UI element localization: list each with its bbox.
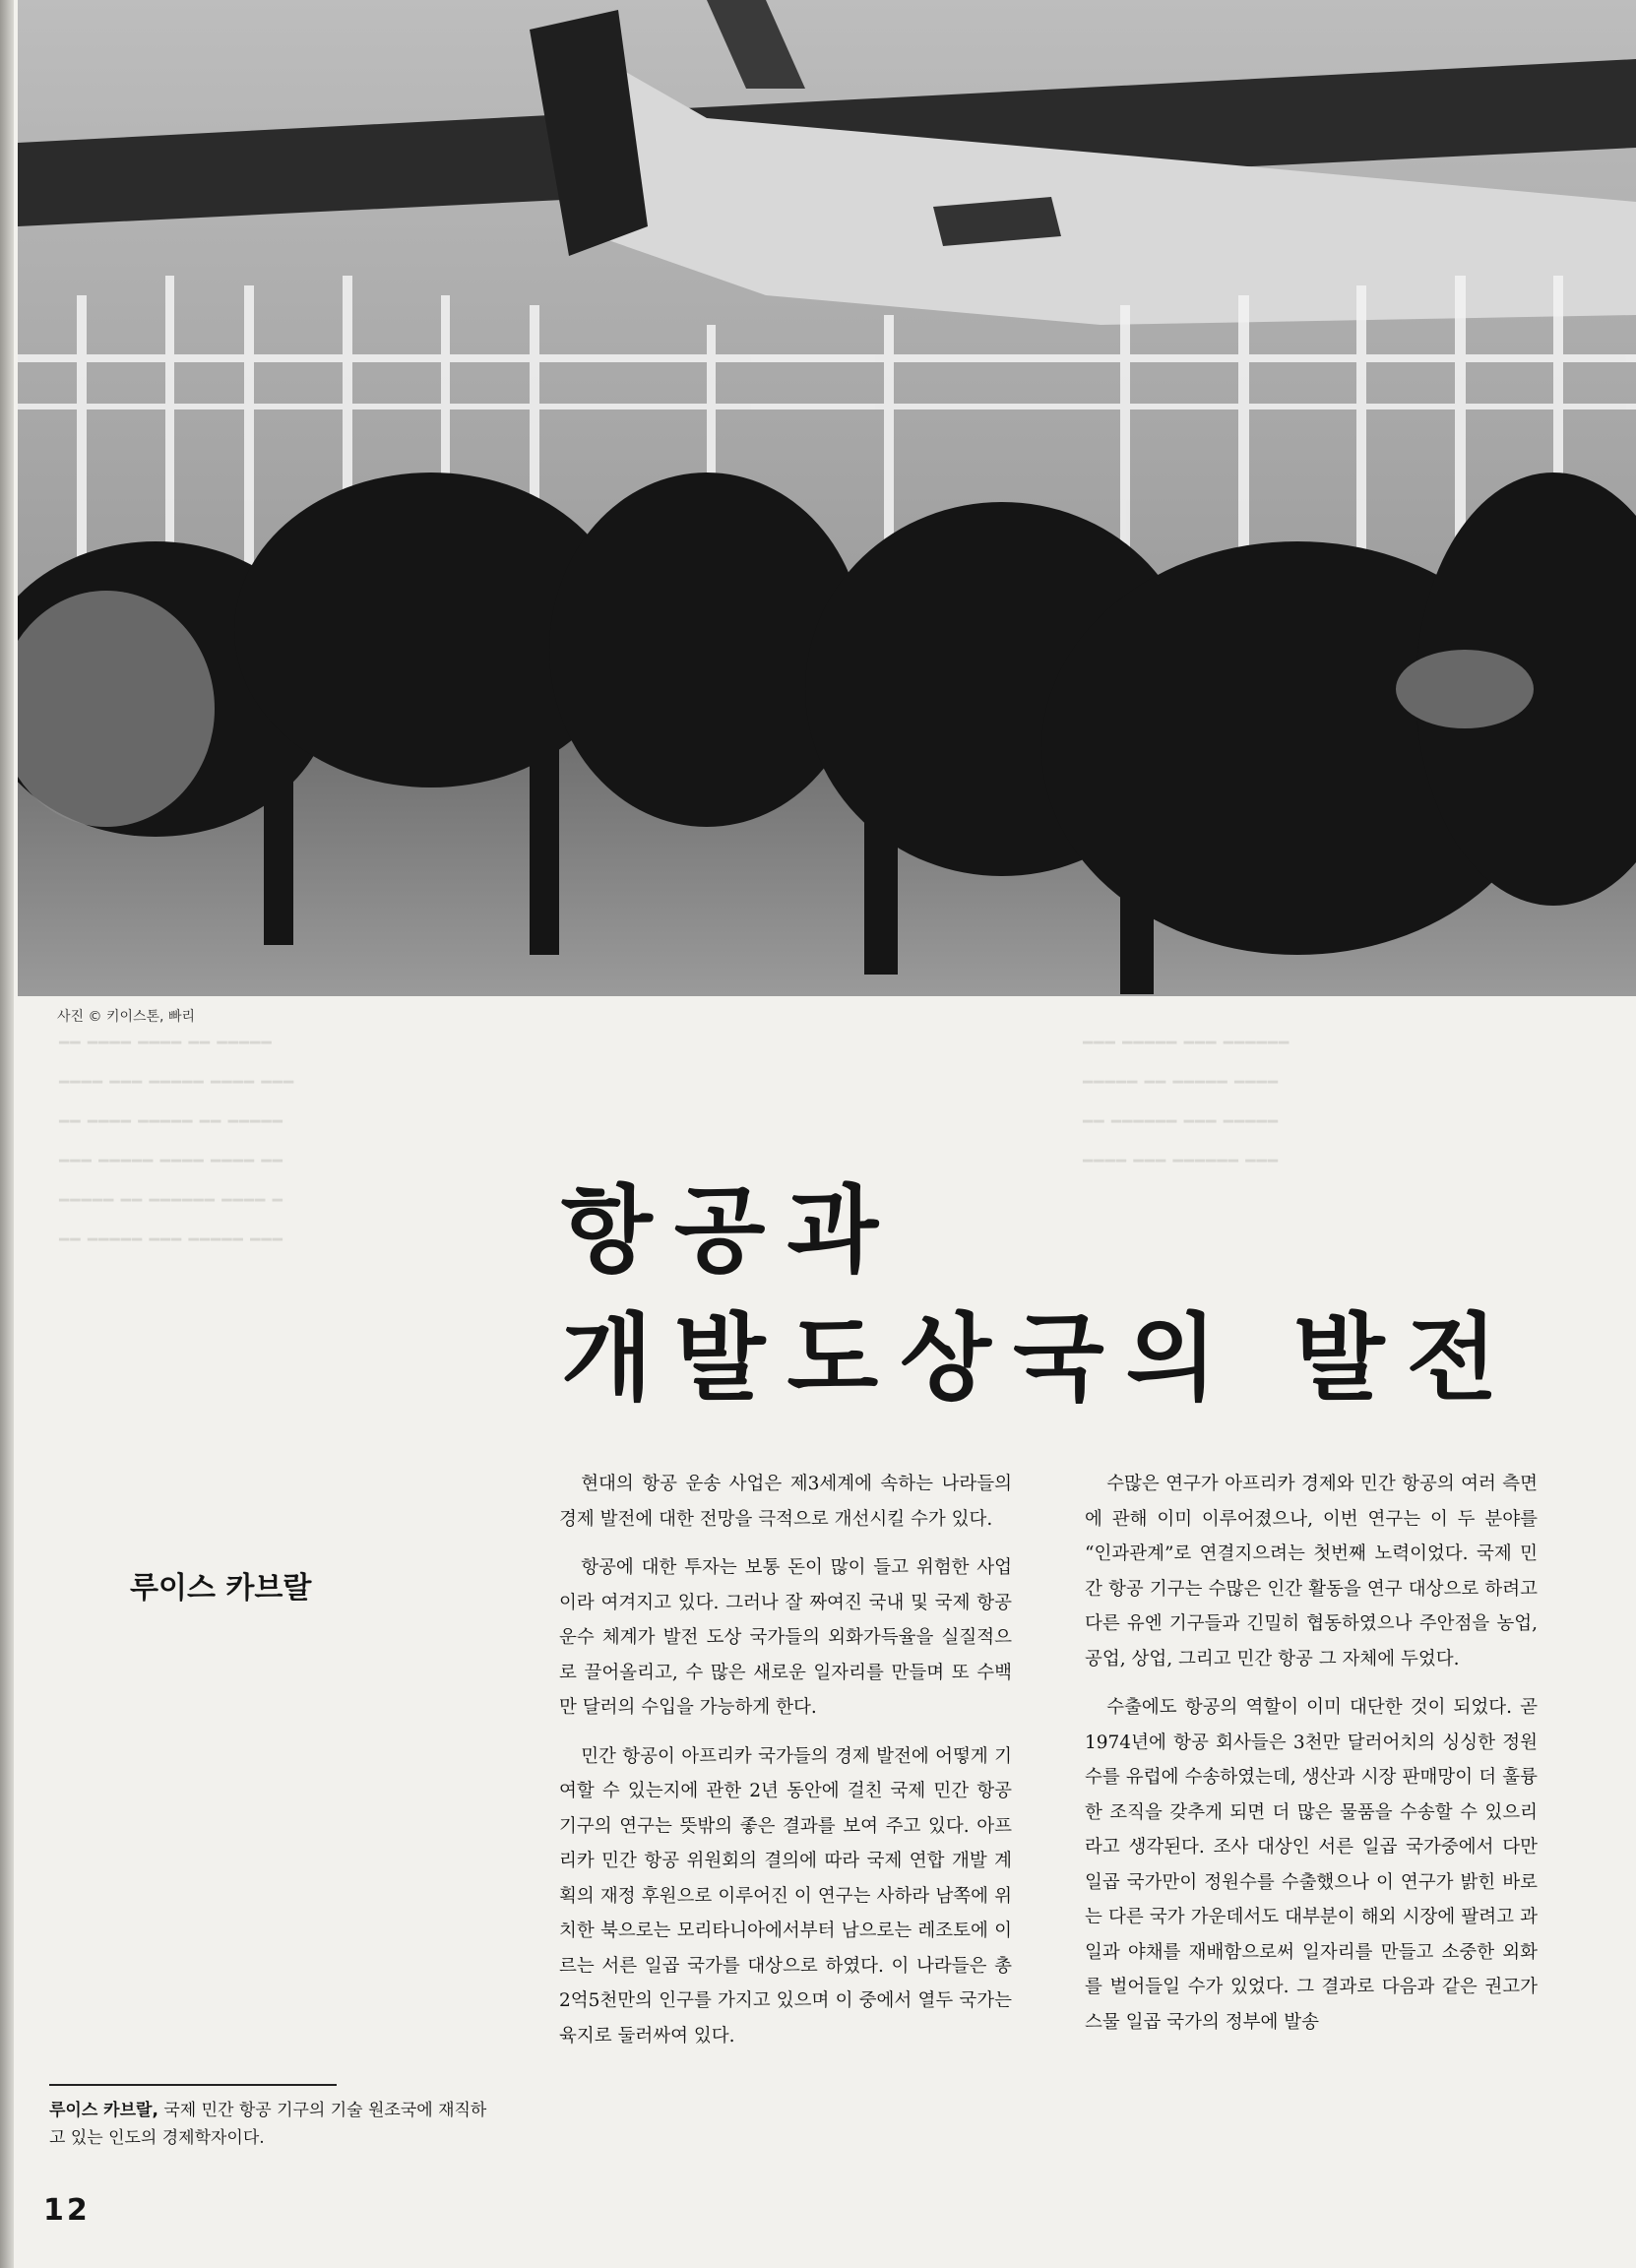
column-1-paragraph: 현대의 항공 운송 사업은 제3세계에 속하는 나라들의 경제 발전에 대한 전망을 극적으로 개선시킬 수가 있다. <box>559 1474 1012 1530</box>
page-number: 12 <box>43 2193 91 2228</box>
author-bio <box>49 2097 502 2152</box>
bleed-through-text-right: ━━━ ━━━━━ ━━━ ━━━━━━ ━━━━━ ━━ ━━━━━ ━━━━ ━━ ━━━━━━ ━━━ ━━━━━ ━━━━ ━━━ ━━━━━━ ━━━ <box>1083 1034 1290 1171</box>
article-column-2 <box>1085 1467 1538 2053</box>
article-title-line-2: 개발도상국의 발전 <box>561 1302 1520 1414</box>
column-2-paragraph: 수많은 연구가 아프리카 경제와 민간 항공의 여러 측면에 관해 이미 이루어졌으나, 이번 연구는 이 두 분야를 “인과관계”로 연결지으려는 첫번째 노력이었다. 국제 민간 항공 기구는 수많은 인간 활동을 연구 대상으로 하려고 다른 유엔 기구들과 긴밀히 협동하였으나 주안점을 농업, 공업, 상업, 그리고 민간 항공 그 자체에 두었다. <box>1085 1474 1538 1670</box>
article-author: 루이스 카브랄 <box>130 1571 312 1606</box>
photo-caption: 사진 © 키이스톤, 빠리 <box>57 1009 195 1025</box>
article-title-line-1: 항공과 <box>561 1174 901 1286</box>
column-1-paragraph: 민간 항공이 아프리카 국가들의 경제 발전에 어떻게 기여할 수 있는지에 관한 2년 동안에 걸친 국제 민간 항공 기구의 연구는 뜻밖의 좋은 결과를 보여 주고 있다. 아프리카 민간 항공 위원회의 결의에 따라 국제 연합 개발 계획의 재정 후원으로 이루어진 이 연구는 사하라 남쪽에 위치한 북으로는 모리타니아에서부터 남으로는 레조토에 이르는 서른 일곱 국가를 대상으로 하였다. 이 나라들은 총 2억5천만의 인구를 가지고 있으며 이 중에서 열두 국가는 육지로 둘러싸여 있다. <box>559 1745 1012 2047</box>
column-1-paragraph: 항공에 대한 투자는 보통 돈이 많이 들고 위험한 사업이라 여겨지고 있다. 그러나 잘 짜여진 국내 및 국제 항공 운수 체계가 발전 도상 국가들의 외화가득율을 실질적으로 끌어올리고, 수 많은 새로운 일자리를 만들며 또 수백만 달러의 수입을 가능하게 한다. <box>559 1557 1012 1718</box>
article-column-1 <box>559 1467 1012 2067</box>
column-2-paragraph: 수출에도 항공의 역할이 이미 대단한 것이 되었다. 곧 1974년에 항공 회사들은 3천만 달러어치의 싱싱한 정원수를 유럽에 수송하였는데, 생산과 시장 판매망이 더 훌륭한 조직을 갖추게 되면 더 많은 물품을 수송할 수 있으리라고 생각된다. 조사 대상인 서른 일곱 국가중에서 다만 일곱 국가만이 정원수를 수출했으나 이 연구가 밝힌 바로는 다른 국가 가운데서도 대부분이 해외 시장에 팔려고 과일과 야채를 재배함으로써 일자리를 만들고 소중한 외화를 벌어들일 수가 있었다. 그 결과로 다음과 같은 권고가 스물 일곱 국가의 정부에 발송 <box>1085 1697 1538 2033</box>
bio-divider <box>49 2084 337 2086</box>
bleed-through-text-left: ━━ ━━━━ ━━━━ ━━ ━━━━━ ━━━━ ━━━ ━━━━━ ━━━━ ━━━ ━━ ━━━━ ━━━━━ ━━ ━━━━━ ━━━ ━━━━━ ━━━━ ━━━━ ━━ ━━━━━ ━━ ━━━━━━ ━━━━ ━ ━━ ━━━━━ ━━━ ━━━━━ ━━━ <box>59 1034 295 1250</box>
author-bio-name: 루이스 카브랄, <box>49 2101 158 2120</box>
author-bio-text: 국제 민간 항공 기구의 기술 원조국에 재직하고 있는 인도의 경제학자이다. <box>49 2101 487 2148</box>
cover-photo-aircraft-cattle <box>18 0 1636 996</box>
page-binding-edge <box>0 0 14 2268</box>
photo-illustration <box>18 0 1636 996</box>
article-title <box>561 1166 1519 1422</box>
